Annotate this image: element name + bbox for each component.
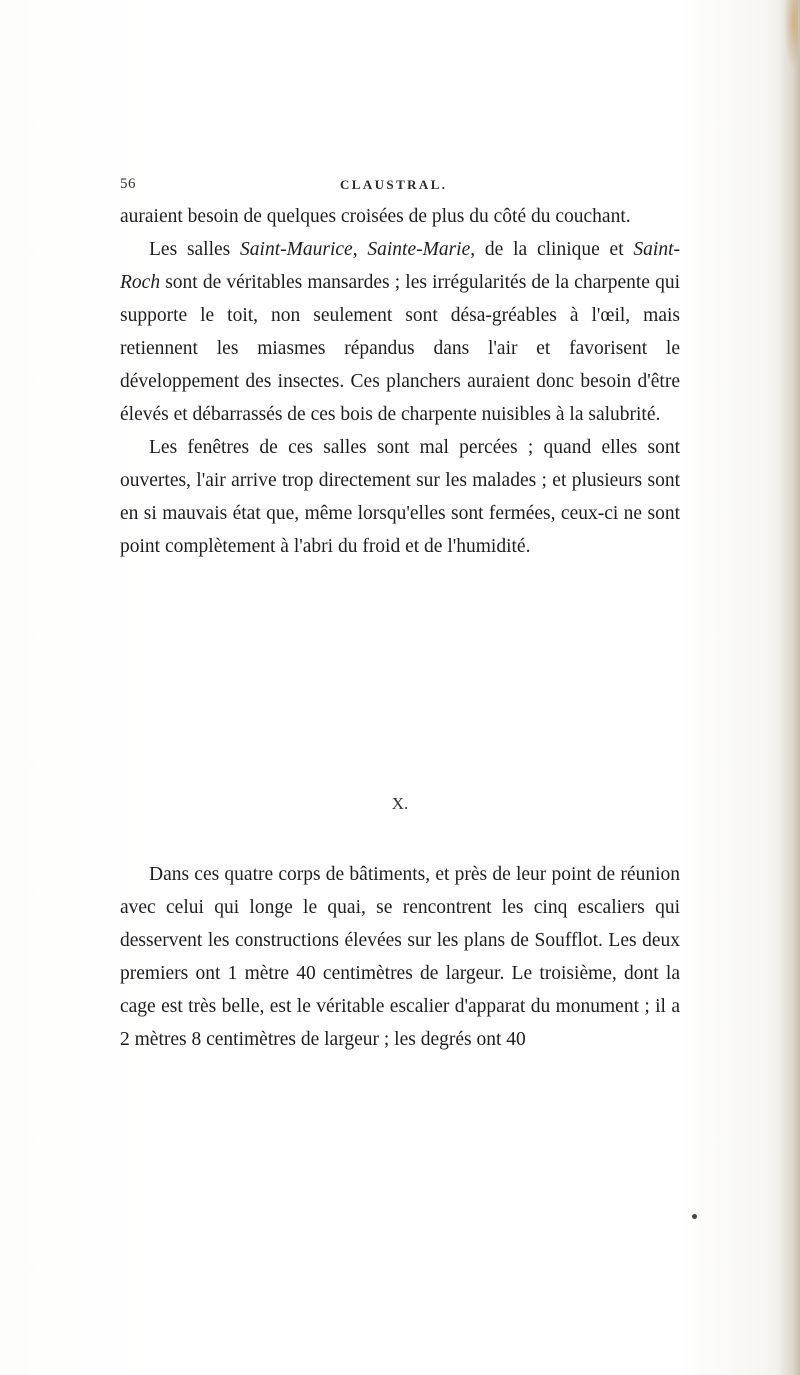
page-edge-shadow (778, 0, 800, 1375)
paragraph-salles-seg1: Les salles (149, 239, 241, 260)
page-header (120, 176, 680, 200)
ward-name-saint-roch: Saint-Roch (120, 239, 680, 293)
ward-name-saint-maurice: Saint-Maurice (240, 239, 353, 260)
paragraph-continued: auraient besoin de quelques croisées de plus du côté du couchant. (120, 206, 631, 227)
paragraph-escaliers: Dans ces quatre corps de bâtiments, et près de leur point de réunion avec celui qui longe le quai, se rencontrent les cinq escaliers qui desservent les constructions élevées sur les plans de Soufflot. Les deux premiers ont 1 mètre 40 centimètres de largeur. Le troisième, dont la cage est très belle, est le véritable escalier d'apparat du monument ; il a 2 mètres 8 centimètres de largeur ; les degrés ont 40 (120, 864, 680, 1050)
running-head: CLAUSTRAL. (340, 177, 448, 192)
paragraph-fenetres: Les fenêtres de ces salles sont mal percées ; quand elles sont ouvertes, l'air arrive trop directement sur les malades ; et plusieurs sont en si mauvais état que, même lorsqu'elles sont fermées, ceux-ci ne sont point complètement à l'abri du froid et de l'humidité. (120, 437, 680, 557)
paragraph-salles-seg3: , de la clinique et (470, 239, 634, 260)
ink-speck (692, 1214, 697, 1219)
ward-name-sainte-marie: Sainte-Marie (367, 239, 471, 260)
paper-stain (784, 0, 798, 70)
paragraph-salles-seg4: sont de véritables mansardes ; les irrégularités de la charpente qui supporte le toit, non seulement sont désa-gréables à l'œil, mais retiennent les miasmes répandus dans l'air et favorisent le développement des insectes. Ces planchers auraient donc besoin d'être élevés et débarrassés de ces bois de charpente nuisibles à la salubrité. (120, 272, 680, 425)
section-number: X. (391, 794, 409, 813)
text-block-top (120, 200, 680, 563)
paragraph-salles (120, 233, 680, 431)
page-number: 56 (120, 176, 136, 192)
text-block-bottom (120, 858, 680, 1056)
paragraph-salles-seg2: , (352, 239, 368, 260)
